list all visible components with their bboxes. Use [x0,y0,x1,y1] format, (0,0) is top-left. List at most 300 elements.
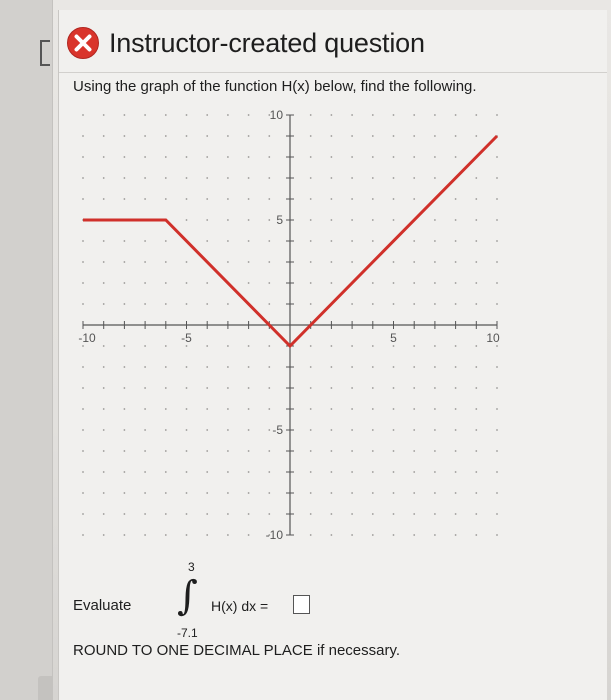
grid-dot [248,177,250,179]
grid-dot [434,114,436,116]
grid-dot [393,450,395,452]
grid-dot [165,114,167,116]
rounding-instruction: ROUND TO ONE DECIMAL PLACE if necessary. [73,642,401,659]
grid-dot [351,471,353,473]
grid-dot [331,366,333,368]
grid-dot [331,534,333,536]
grid-dot [186,135,188,137]
grid-dot [310,177,312,179]
grid-dot [206,450,208,452]
grid-dot [268,345,270,347]
grid-dot [165,282,167,284]
grid-dot [413,303,415,305]
grid-dot [227,408,229,410]
grid-dot [227,135,229,137]
grid-dot [372,429,374,431]
grid-dot [103,303,105,305]
grid-dot [227,450,229,452]
grid-dot [331,408,333,410]
grid-dot [186,534,188,536]
grid-dot [372,177,374,179]
grid-dot [310,198,312,200]
grid-dot [310,282,312,284]
grid-dot [331,282,333,284]
grid-dot [248,513,250,515]
grid-dot [393,177,395,179]
integral-upper-limit: 3 [188,560,195,574]
grid-dot [331,492,333,494]
grid-dot [165,261,167,263]
grid-dot [372,387,374,389]
grid-dot [475,219,477,221]
grid-dot [310,345,312,347]
grid-dot [475,366,477,368]
grid-dot [206,156,208,158]
grid-dot [144,513,146,515]
grid-dot [331,387,333,389]
grid-dot [393,198,395,200]
grid-dot [268,219,270,221]
grid-dot [124,282,126,284]
grid-dot [248,450,250,452]
grid-dot [475,240,477,242]
grid-dot [124,198,126,200]
grid-dot [413,513,415,515]
grid-dot [82,303,84,305]
grid-dot [475,429,477,431]
grid-dot [206,219,208,221]
grid-dot [124,156,126,158]
grid-dot [372,366,374,368]
grid-dot [186,156,188,158]
grid-dot [475,513,477,515]
grid-dot [413,261,415,263]
grid-dot [144,534,146,536]
grid-dot [248,219,250,221]
grid-dot [475,450,477,452]
grid-dot [475,534,477,536]
grid-dot [165,387,167,389]
grid-dot [186,429,188,431]
grid-dot [434,261,436,263]
grid-dot [165,156,167,158]
grid-dot [103,513,105,515]
grid-dot [268,261,270,263]
grid-dot [206,534,208,536]
grid-dot [331,219,333,221]
grid-dot [393,534,395,536]
grid-dot [186,261,188,263]
grid-dot [372,408,374,410]
grid-dot [144,177,146,179]
grid-dot [413,429,415,431]
y-tick-label: 10 [269,108,283,122]
grid-dot [434,534,436,536]
grid-dot [82,534,84,536]
grid-dot [496,219,498,221]
grid-dot [413,450,415,452]
grid-dot [434,282,436,284]
grid-dot [310,135,312,137]
grid-dot [455,114,457,116]
grid-dot [455,492,457,494]
grid-dot [496,156,498,158]
grid-dot [475,303,477,305]
grid-dot [351,198,353,200]
grid-dot [268,156,270,158]
grid-dot [331,261,333,263]
x-tick-label: 5 [390,331,397,345]
grid-dot [82,261,84,263]
grid-dot [124,345,126,347]
grid-dot [82,114,84,116]
grid-dot [331,198,333,200]
grid-dot [496,366,498,368]
grid-dot [455,198,457,200]
grid-dot [351,177,353,179]
grid-dot [455,345,457,347]
grid-dot [103,240,105,242]
grid-dot [496,387,498,389]
grid-dot [455,240,457,242]
grid-dot [331,450,333,452]
grid-dot [393,345,395,347]
function-graph [75,105,505,545]
grid-dot [475,177,477,179]
grid-dot [413,492,415,494]
grid-dot [103,492,105,494]
grid-dot [165,471,167,473]
grid-dot [82,366,84,368]
grid-dot [186,198,188,200]
grid-dot [144,492,146,494]
grid-dot [186,219,188,221]
grid-dot [248,345,250,347]
grid-dot [82,282,84,284]
grid-dot [124,303,126,305]
grid-dot [206,114,208,116]
grid-dot [103,366,105,368]
grid-dot [103,429,105,431]
grid-dot [227,240,229,242]
grid-dot [82,513,84,515]
grid-dot [268,135,270,137]
grid-dot [331,471,333,473]
grid-dot [331,240,333,242]
grid-dot [496,471,498,473]
grid-dot [206,471,208,473]
grid-dot [124,471,126,473]
integral-sign: ∫ [177,573,198,619]
grid-dot [227,534,229,536]
grid-dot [186,303,188,305]
grid-dot [351,219,353,221]
grid-dot [103,450,105,452]
grid-dot [351,156,353,158]
grid-dot [248,429,250,431]
grid-dot [475,282,477,284]
grid-dot [103,282,105,284]
grid-dot [103,387,105,389]
grid-dot [455,471,457,473]
grid-dot [186,471,188,473]
left-rail [0,0,53,700]
question-prompt: Using the graph of the function H(x) below, find the following. [73,78,477,95]
grid-dot [206,513,208,515]
grid-dot [186,492,188,494]
grid-dot [248,135,250,137]
grid-dot [351,114,353,116]
grid-dot [227,114,229,116]
grid-dot [103,135,105,137]
grid-dot [372,534,374,536]
grid-dot [268,240,270,242]
grid-dot [227,156,229,158]
grid-dot [248,114,250,116]
grid-dot [206,492,208,494]
grid-dot [393,135,395,137]
grid-dot [393,219,395,221]
grid-dot [496,345,498,347]
grid-dot [372,303,374,305]
grid-dot [372,450,374,452]
grid-dot [103,156,105,158]
grid-dot [413,345,415,347]
grid-dot [310,408,312,410]
grid-dot [393,408,395,410]
question-header [59,18,459,68]
answer-input[interactable] [293,595,310,614]
grid-dot [455,450,457,452]
grid-dot [310,114,312,116]
grid-dot [310,387,312,389]
grid-dot [434,513,436,515]
integrand-text: H(x) dx = [211,598,269,614]
grid-dot [248,198,250,200]
grid-dot [103,261,105,263]
grid-dot [248,156,250,158]
grid-dot [496,513,498,515]
grid-dot [496,114,498,116]
grid-dot [393,366,395,368]
grid-dot [124,366,126,368]
grid-dot [434,156,436,158]
grid-dot [413,408,415,410]
grid-dot [413,534,415,536]
grid-dot [434,492,436,494]
grid-dot [372,114,374,116]
grid-dot [413,156,415,158]
grid-dot [393,513,395,515]
grid-dot [206,429,208,431]
grid-dot [144,156,146,158]
grid-dot [268,471,270,473]
grid-dot [455,282,457,284]
grid-dot [248,261,250,263]
grid-dot [206,240,208,242]
grid-dot [124,261,126,263]
grid-dot [206,387,208,389]
grid-dot [331,177,333,179]
grid-dot [82,345,84,347]
x-tick-label: 10 [486,331,500,345]
grid-dot [413,198,415,200]
grid-dot [434,408,436,410]
grid-dot [82,135,84,137]
grid-dot [206,198,208,200]
grid-dot [351,492,353,494]
grid-dot [144,303,146,305]
grid-dot [310,303,312,305]
grid-dot [310,366,312,368]
grid-dot [268,513,270,515]
grid-dot [248,534,250,536]
grid-dot [434,135,436,137]
grid-dot [227,261,229,263]
grid-dot [434,387,436,389]
grid-dot [103,114,105,116]
grid-dot [393,471,395,473]
integral-lower-limit: -7.1 [177,626,198,640]
rail-stub [38,676,52,700]
grid-dot [393,492,395,494]
grid-dot [124,534,126,536]
grid-dot [268,429,270,431]
grid-dot [331,429,333,431]
grid-dot [372,135,374,137]
grid-dot [268,387,270,389]
grid-dot [186,408,188,410]
grid-dot [186,387,188,389]
grid-dot [124,492,126,494]
grid-dot [413,471,415,473]
grid-dot [434,345,436,347]
grid-dot [351,534,353,536]
grid-dot [82,408,84,410]
grid-dot [227,345,229,347]
grid-dot [393,156,395,158]
grid-dot [165,408,167,410]
grid-dot [413,282,415,284]
grid-dot [393,429,395,431]
grid-dot [227,303,229,305]
grid-dot [496,282,498,284]
grid-dot [144,429,146,431]
grid-dot [144,114,146,116]
grid-dot [165,429,167,431]
grid-dot [475,135,477,137]
grid-dot [165,177,167,179]
grid-dot [186,282,188,284]
grid-dot [434,219,436,221]
grid-dot [393,303,395,305]
question-card [58,10,607,700]
grid-dot [413,240,415,242]
grid-dot [434,429,436,431]
grid-dot [455,135,457,137]
grid-dot [186,366,188,368]
grid-dot [124,450,126,452]
grid-dot [124,177,126,179]
grid-dot [103,471,105,473]
grid-dot [393,282,395,284]
grid-dot [248,408,250,410]
grid-dot [455,534,457,536]
grid-dot [331,156,333,158]
grid-dot [227,198,229,200]
grid-dot [124,387,126,389]
grid-dot [165,303,167,305]
grid-dot [206,366,208,368]
grid-dot [206,135,208,137]
grid-dot [268,303,270,305]
grid-dot [475,492,477,494]
grid-dot [227,513,229,515]
grid-dot [496,261,498,263]
grid-dot [331,114,333,116]
grid-dot [82,492,84,494]
grid-dot [496,177,498,179]
collapse-bracket-icon[interactable] [40,40,50,66]
grid-dot [165,198,167,200]
grid-dot [413,177,415,179]
grid-dot [186,345,188,347]
grid-dot [496,198,498,200]
grid-dot [372,240,374,242]
grid-dot [124,408,126,410]
grid-dot [206,408,208,410]
grid-dot [82,471,84,473]
grid-dot [144,261,146,263]
grid-dot [351,345,353,347]
grid-dot [393,261,395,263]
grid-dot [124,429,126,431]
grid-dot [144,345,146,347]
grid-dot [434,366,436,368]
grid-dot [351,261,353,263]
grid-dot [393,114,395,116]
grid-dot [351,387,353,389]
grid-dot [103,534,105,536]
grid-dot [455,387,457,389]
grid-dot [455,429,457,431]
grid-dot [268,450,270,452]
grid-dot [206,177,208,179]
grid-dot [372,345,374,347]
grid-dot [165,534,167,536]
grid-dot [331,345,333,347]
grid-dot [455,156,457,158]
grid-dot [268,177,270,179]
grid-dot [393,387,395,389]
grid-dot [103,345,105,347]
grid-dot [268,198,270,200]
grid-dot [165,366,167,368]
grid-dot [165,345,167,347]
grid-dot [186,513,188,515]
grid-dot [351,303,353,305]
grid-dot [227,471,229,473]
grid-dot [372,282,374,284]
grid-dot [165,492,167,494]
grid-dot [372,492,374,494]
integral-expression [73,560,493,640]
grid-dot [165,450,167,452]
grid-dot [103,177,105,179]
grid-dot [475,114,477,116]
grid-dot [82,387,84,389]
grid-dot [351,240,353,242]
